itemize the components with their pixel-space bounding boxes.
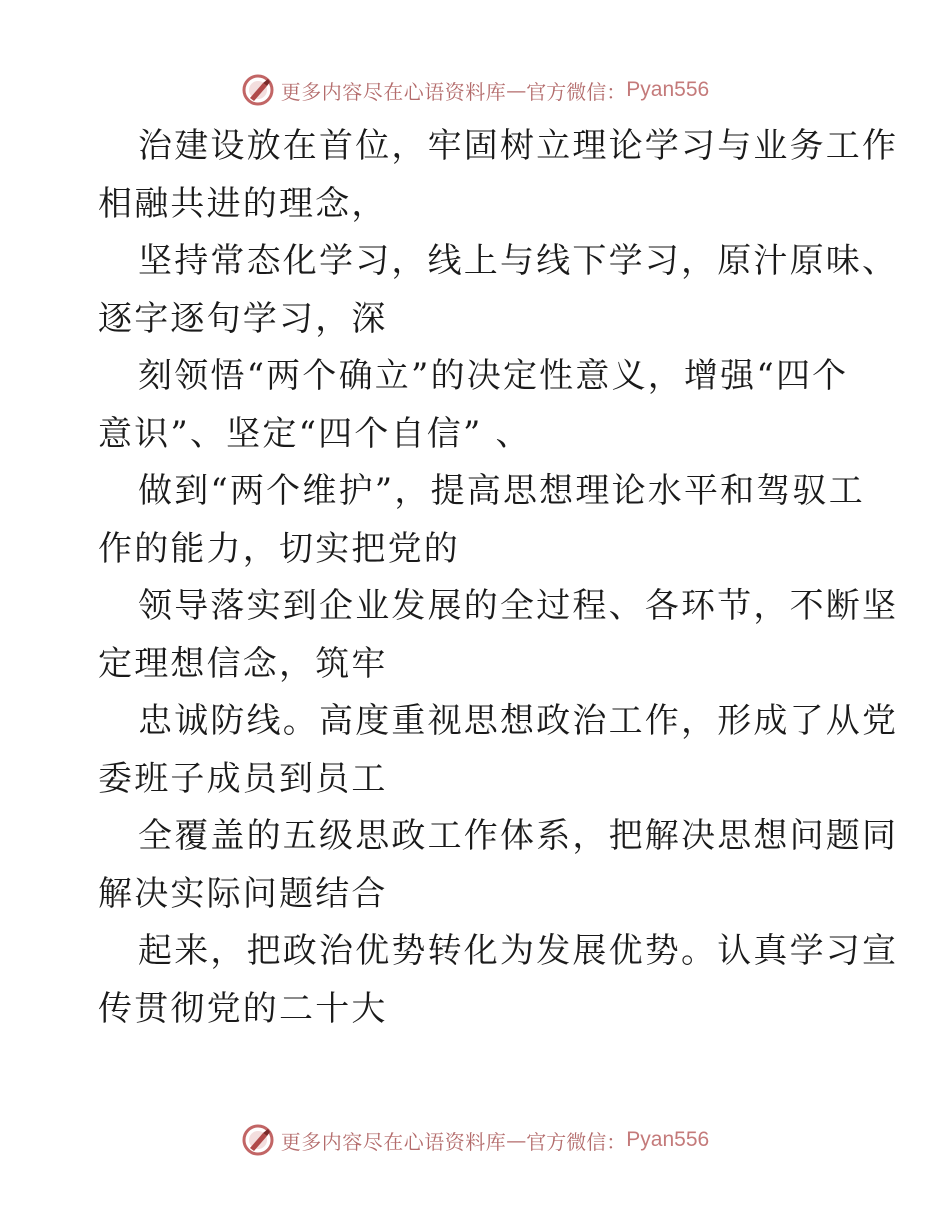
body-line: 起来，把政治优势转化为发展优势。认真学习宣 [138, 931, 899, 971]
body-line: 意识”、坚定“四个自信” 、 [98, 413, 532, 454]
watermark-separator: — [506, 78, 527, 102]
body-line: 刻领悟“两个确立”的决定性意义，增强“四个 [138, 356, 849, 396]
body-line: 忠诚防线。高度重视思想政治工作，形成了从党 [138, 701, 899, 741]
body-line: 传贯彻党的二十大 [98, 988, 388, 1029]
body-line: 逐字逐句学习，深 [98, 298, 388, 339]
pen-nib-logo-icon [241, 1123, 275, 1157]
watermark-wechat-label: 官方微信： [526, 79, 627, 104]
pen-nib-logo-icon [241, 73, 275, 107]
body-line: 定理想信念，筑牢 [98, 643, 388, 684]
body-line: 做到“两个维护”，提高思想理论水平和驾驭工 [138, 471, 865, 511]
footer-watermark [0, 1120, 950, 1160]
body-line: 全覆盖的五级思政工作体系，把解决思想问题同 [138, 816, 899, 856]
header-watermark [0, 70, 950, 110]
watermark-site-text: 更多内容尽在心语资料库 [280, 79, 507, 104]
watermark-site-text: 更多内容尽在心语资料库 [280, 1129, 507, 1154]
watermark-separator: — [506, 1128, 527, 1152]
body-line: 解决实际问题结合 [98, 873, 388, 914]
watermark-wechat-label: 官方微信： [526, 1129, 627, 1154]
watermark-wechat-id: Pyan556 [626, 1128, 710, 1151]
watermark-wechat-id: Pyan556 [626, 78, 710, 101]
body-line: 作的能力，切实把党的 [98, 528, 460, 569]
body-line: 委班子成员到员工 [98, 758, 388, 799]
body-line: 治建设放在首位，牢固树立理论学习与业务工作 [138, 126, 899, 166]
body-line: 坚持常态化学习，线上与线下学习，原汁原味、 [138, 241, 899, 281]
body-line: 相融共进的理念， [98, 183, 388, 224]
document-body [98, 118, 899, 1038]
body-line: 领导落实到企业发展的全过程、各环节，不断坚 [138, 586, 899, 626]
